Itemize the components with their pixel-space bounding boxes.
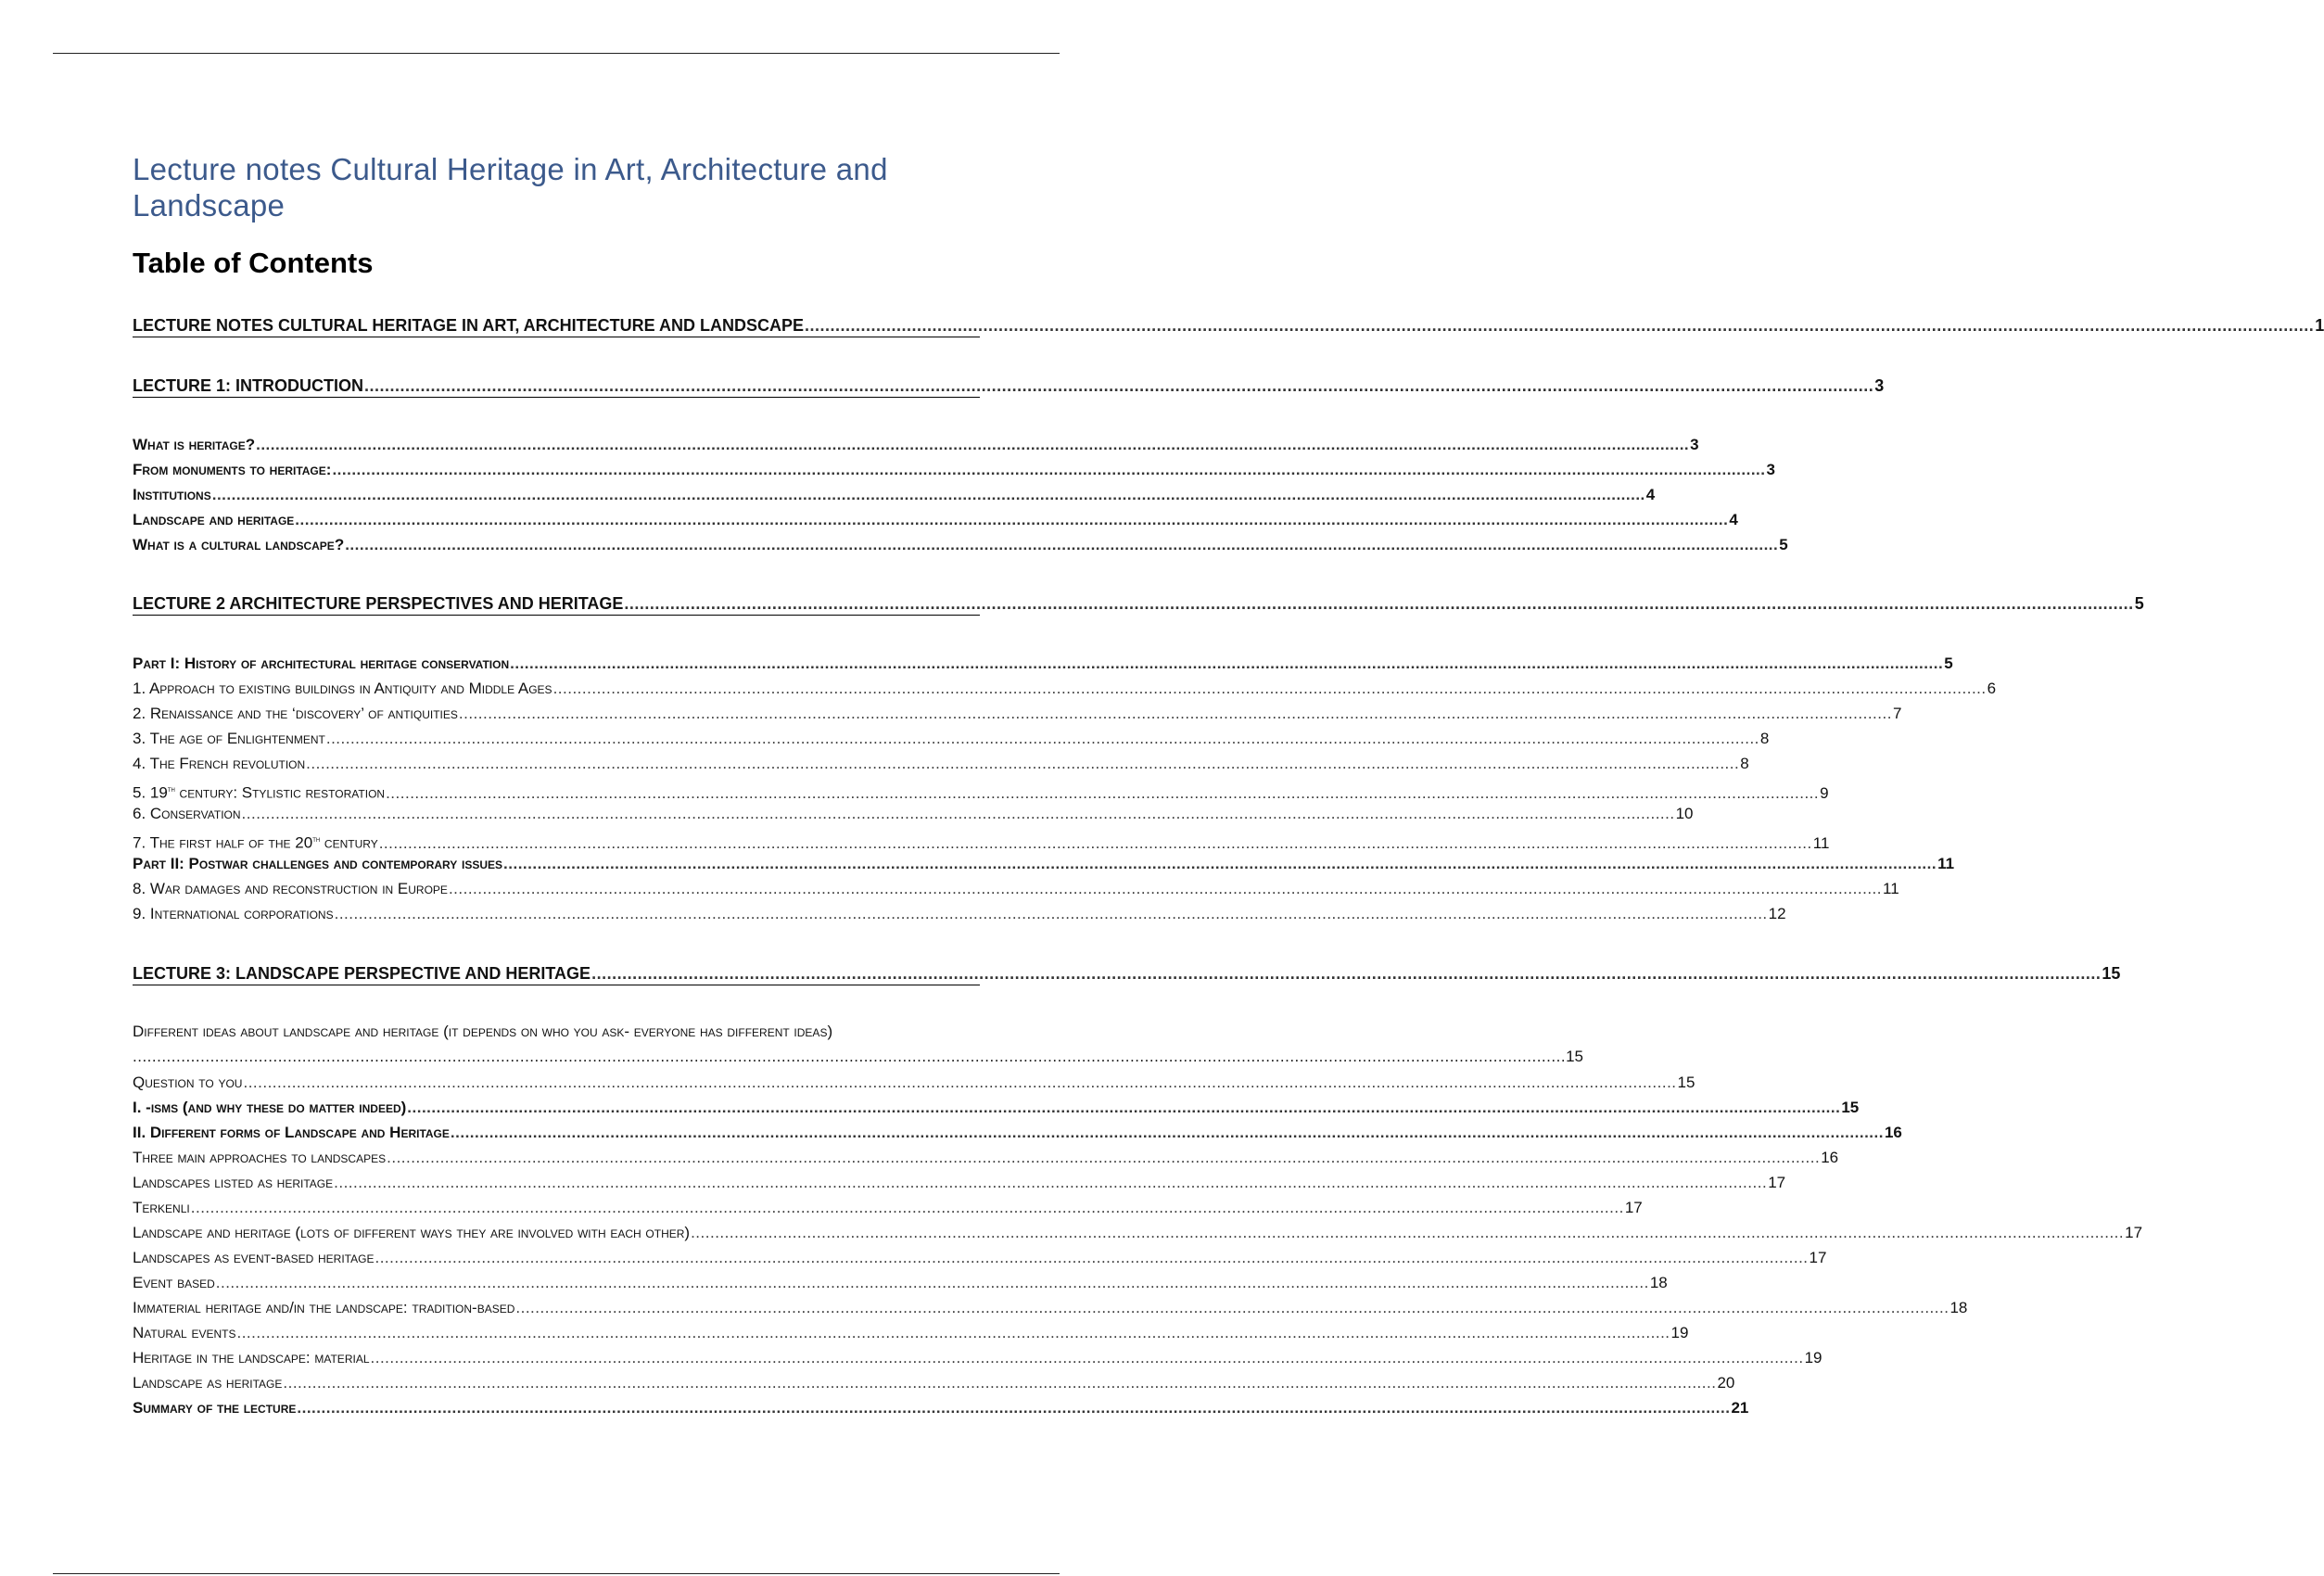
toc-entry-french-revolution[interactable]: 4. The French revolution ..... 8 (133, 754, 980, 774)
toc-entry-monuments-to-heritage[interactable]: From monuments to heritage: ..... 3 (133, 460, 980, 480)
toc-entry-what-is-heritage[interactable]: What is heritage? ..... 3 (133, 435, 980, 455)
toc-entry-lots-of-ways[interactable]: Landscape and heritage (lots of different ways they are involved with each other) ..... 17 (133, 1223, 980, 1243)
toc-entry-different-forms[interactable]: II. Different forms of Landscape and Heritage ..... 16 (133, 1123, 980, 1143)
toc-entry-institutions[interactable]: Institutions ..... 4 (133, 485, 980, 505)
toc-entry-different-ideas[interactable]: Different ideas about landscape and heritage (it depends on who you ask- everyone has different ideas) ..... 15 (133, 1019, 980, 1069)
toc-entry-three-approaches[interactable]: Three main approaches to landscapes ..... 16 (133, 1148, 980, 1168)
toc-entry-lecture-2[interactable]: LECTURE 2 ARCHITECTURE PERSPECTIVES AND HERITAGE ..... 5 (133, 593, 980, 616)
toc-entry-terkenli[interactable]: Terkenli ..... 17 (133, 1198, 980, 1218)
footer-rule (53, 1573, 1060, 1574)
toc-entry-immaterial-heritage[interactable]: Immaterial heritage and/in the landscape: tradition-based ..... 18 (133, 1298, 980, 1318)
toc-entry-event-based-heritage[interactable]: Landscapes as event-based heritage ..... 17 (133, 1248, 980, 1268)
toc-entry-summary[interactable]: Summary of the lecture ..... 21 (133, 1398, 980, 1418)
toc-entry-landscape-and-heritage[interactable]: Landscape and heritage ..... 4 (133, 510, 980, 530)
toc-entry-natural-events[interactable]: Natural events ..... 19 (133, 1323, 980, 1343)
toc-entry-question-to-you[interactable]: Question to you ..... 15 (133, 1073, 980, 1093)
toc-entry-lecture-1[interactable]: LECTURE 1: INTRODUCTION ..... 3 (133, 375, 980, 398)
toc-entry-cultural-landscape[interactable]: What is a cultural landscape? ..... 5 (133, 535, 980, 555)
toc-entry-20th-century[interactable]: 7. The first half of the 20th century ..... 11 (133, 829, 980, 854)
toc-entry-19th-century[interactable]: 5. 19th century: Stylistic restoration ..... 9 (133, 779, 980, 804)
toc-entry-enlightenment[interactable]: 3. The age of Enlightenment ..... 8 (133, 729, 980, 749)
toc-entry-lecture-notes[interactable]: LECTURE NOTES CULTURAL HERITAGE IN ART, ARCHITECTURE AND LANDSCAPE ..... 1 (133, 315, 980, 337)
toc-entry-part-1[interactable]: Part I: History of architectural heritage conservation ..... 5 (133, 654, 980, 674)
toc-entry-antiquity[interactable]: 1. Approach to existing buildings in Antiquity and Middle Ages ..... 6 (133, 679, 980, 699)
toc-entry-landscape-as-heritage[interactable]: Landscape as heritage ..... 20 (133, 1373, 980, 1393)
toc-entry-international-corporations[interactable]: 9. International corporations ..... 12 (133, 904, 980, 924)
toc-entry-lecture-3[interactable]: LECTURE 3: LANDSCAPE PERSPECTIVE AND HERITAGE ..... 15 (133, 963, 980, 985)
toc-entry-conservation[interactable]: 6. Conservation ..... 10 (133, 804, 980, 824)
header-rule (53, 53, 1060, 54)
toc-entry-renaissance[interactable]: 2. Renaissance and the ‘discovery’ of antiquities ..... 7 (133, 704, 980, 724)
toc-entry-event-based[interactable]: Event based ..... 18 (133, 1273, 980, 1293)
toc-entry-part-2[interactable]: Part II: Postwar challenges and contemporary issues ..... 11 (133, 854, 980, 874)
document-title: Lecture notes Cultural Heritage in Art, Architecture and Landscape (133, 152, 888, 222)
toc-entry-listed-as-heritage[interactable]: Landscapes listed as heritage ..... 17 (133, 1173, 980, 1193)
toc-entry-war-damages[interactable]: 8. War damages and reconstruction in Europe ..... 11 (133, 879, 980, 899)
toc-entry-isms[interactable]: I. -isms (and why these do matter indeed) ..... 15 (133, 1098, 980, 1118)
toc-heading: Table of Contents (133, 247, 374, 279)
toc-entry-heritage-material[interactable]: Heritage in the landscape: material ..... 19 (133, 1348, 980, 1368)
